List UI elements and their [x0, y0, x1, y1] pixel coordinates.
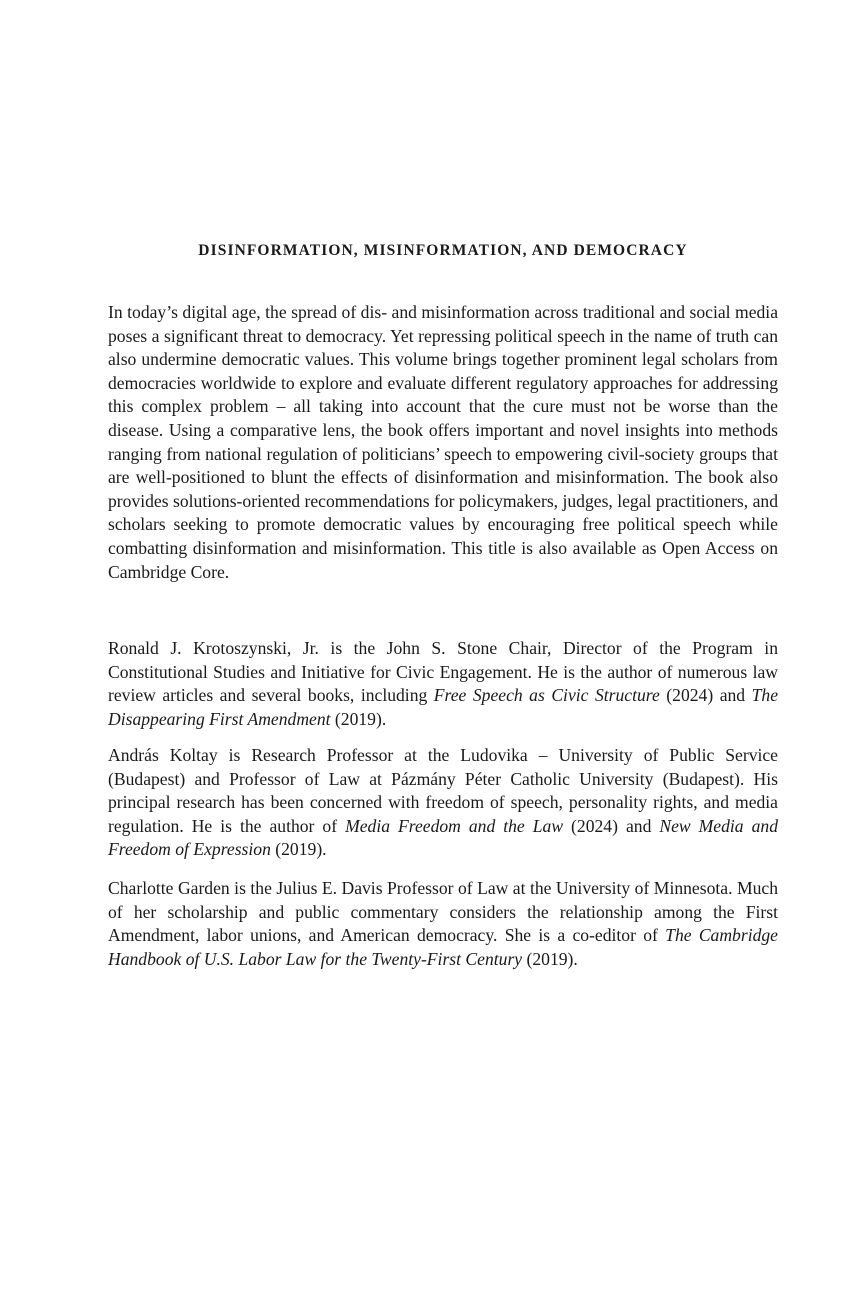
bio-text: Charlotte Garden is the Julius E. Davis Professor of Law at the University of Minnesota. Much of her scholarship and public commentary considers the relationship among the First Amendment, labor unions, and American democracy. She is a co-editor of — [108, 878, 778, 946]
book-reference: The Disappearing First Amendment — [108, 685, 778, 729]
bio-text: (2024) and — [563, 815, 660, 836]
book-description: In today’s digital age, the spread of dis- and misinformation across traditional and social media poses a significant threat to democracy. Yet repressing political speech in the name of truth can also undermine democratic values. This volume brings together prominent legal scholars from democracies worldwide to explore and evaluate different regulatory approaches for addressing this complex problem – all taking into account that the cure must not be worse than the disease. Using a comparative lens, the book offers important and novel insights into methods ranging from national regulation of politicians’ speech to empowering civil-society groups that are well-positioned to blunt the effects of disinformation and misinformation. The book also provides solutions-oriented recommendations for policymakers, judges, legal practitioners, and scholars seeking to promote democratic values by encouraging free political speech while combatting disinformation and misinformation. This title is also available as Open Access on Cambridge Core. — [108, 302, 778, 582]
book-title: DISINFORMATION, MISINFORMATION, AND DEMOCRACY — [198, 242, 688, 259]
bio-text: (2019). — [330, 708, 387, 729]
bio-text: Ronald J. Krotoszynski, Jr. is the John S. Stone Chair, Director of the Program in Constitutional Studies and Initiative for Civic Engagement. He is the author of numerous law review articles and several books, including — [108, 638, 778, 706]
book-reference: Free Speech as Civic Structure — [433, 685, 660, 706]
bio-text: András Koltay is Research Professor at the Ludovika – University of Public Service (Budapest) and Professor of Law at Pázmány Péter Catholic University (Budapest). His principal research has been concerned with freedom of speech, personality rights, and media regulation. He is the author of — [108, 745, 778, 836]
bio-text: (2019). — [522, 948, 578, 969]
author-bio-garden — [108, 877, 778, 971]
bio-text: (2019). — [270, 839, 327, 860]
book-reference: New Media and Freedom of Expression — [108, 815, 778, 860]
author-bio-koltay — [108, 744, 778, 862]
book-reference: Media Freedom and the Law — [345, 815, 564, 836]
bio-text: (2024) and — [659, 685, 752, 706]
book-reference: The Cambridge Handbook of U.S. Labor Law for the Twenty-First Century — [108, 925, 778, 969]
author-bio-krotoszynski — [108, 637, 778, 731]
